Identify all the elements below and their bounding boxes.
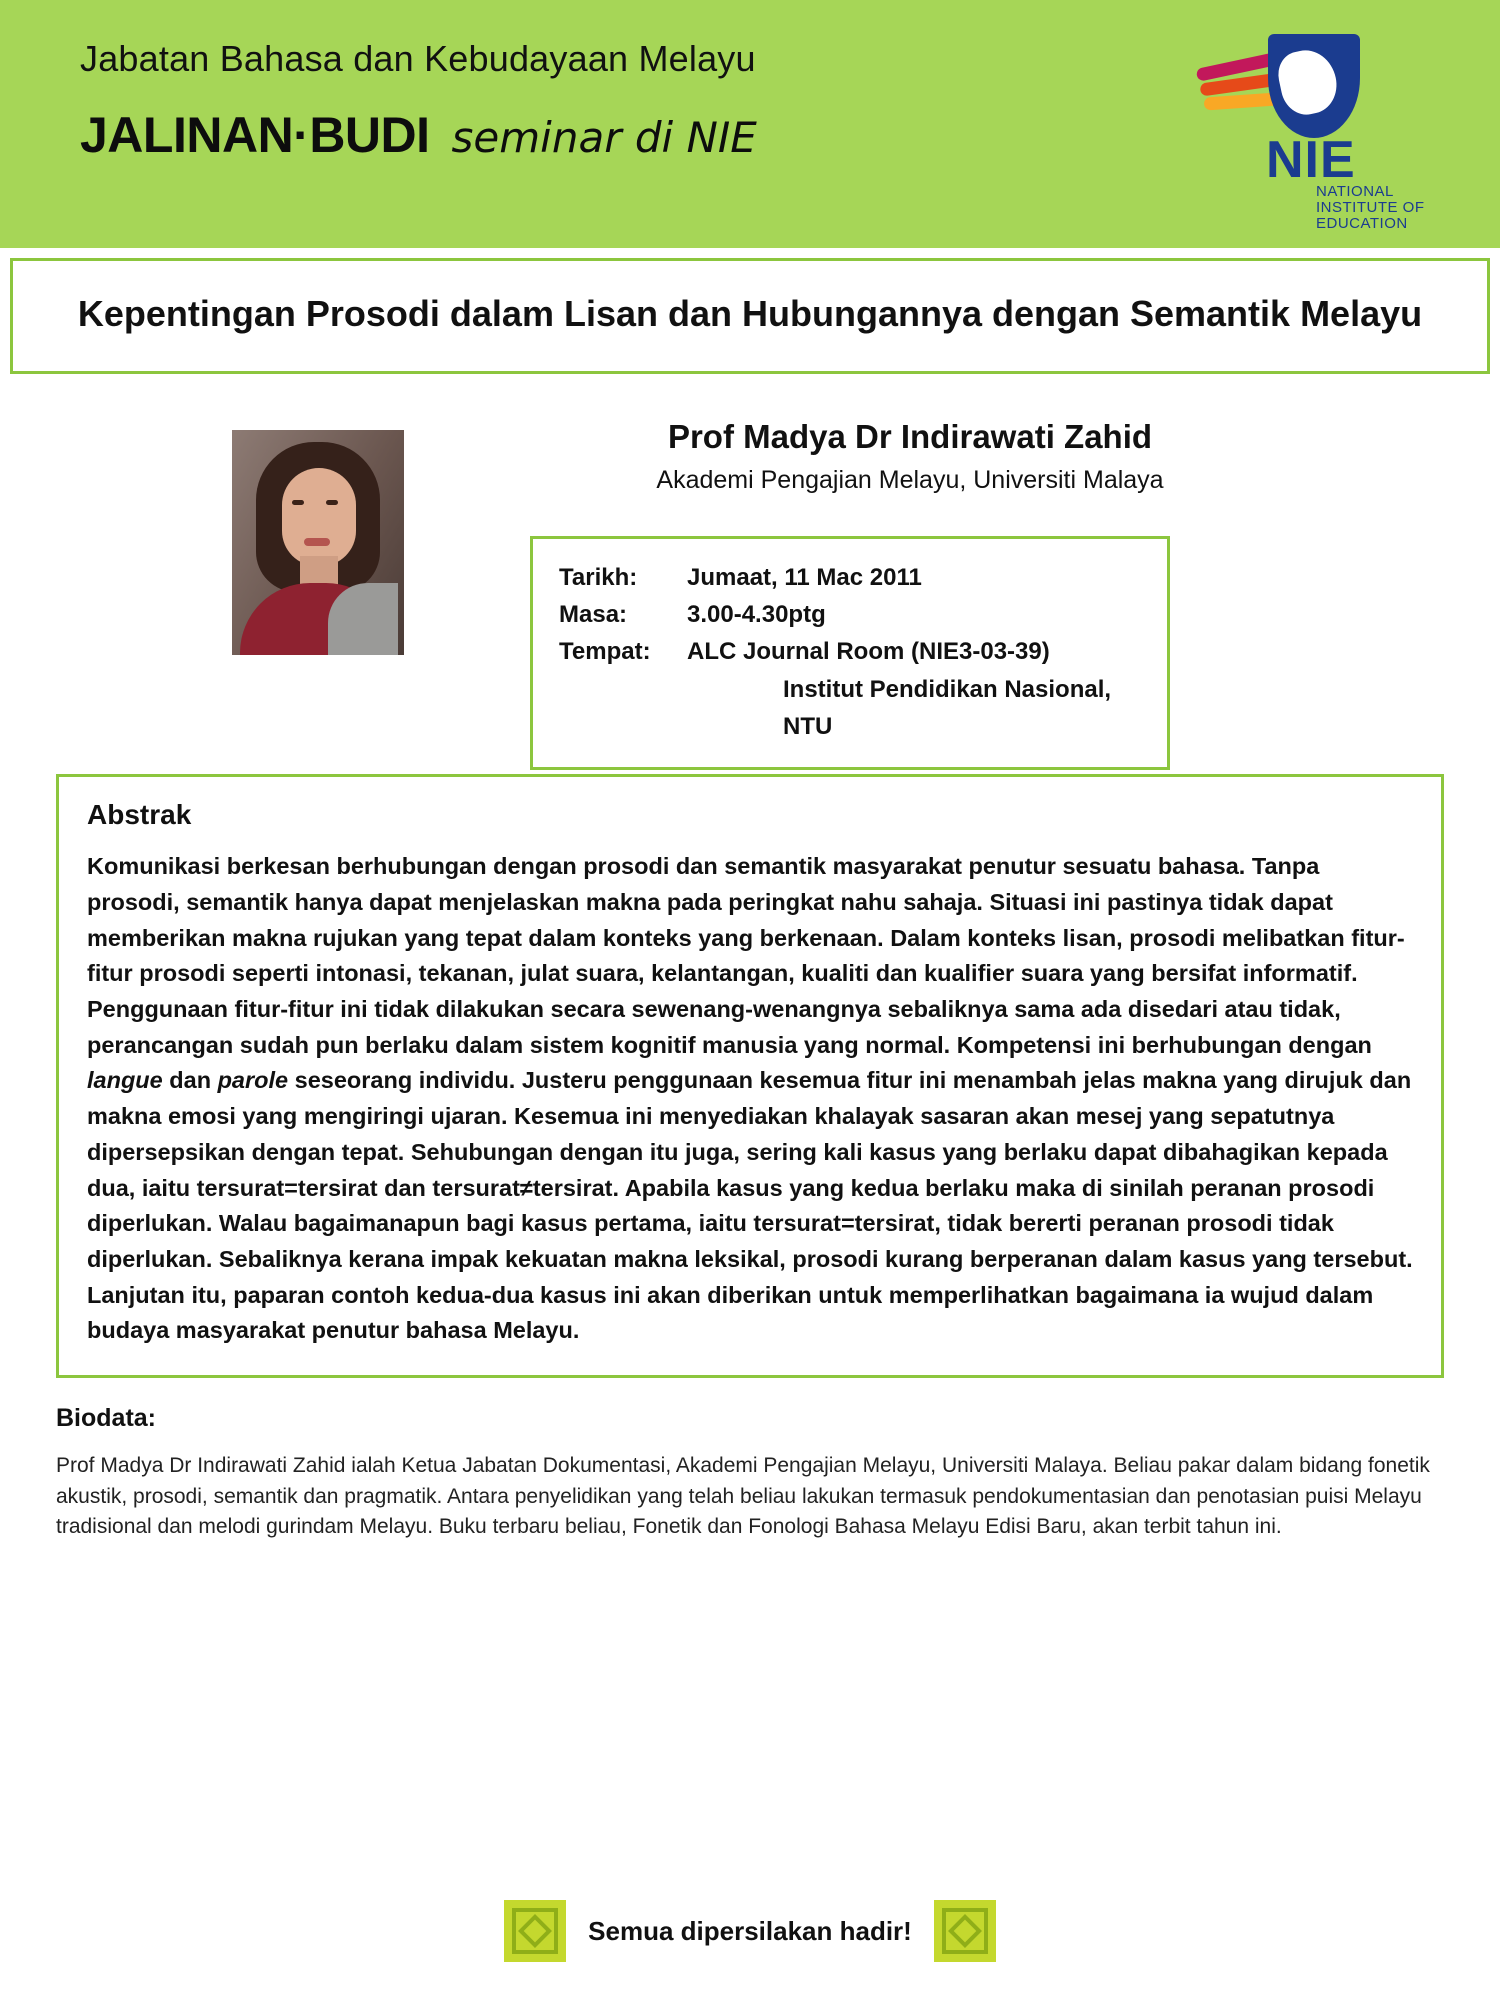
biodata-section xyxy=(56,1404,1444,1542)
logo-subtext: NATIONAL INSTITUTE OF EDUCATION xyxy=(1316,183,1425,232)
detail-row-date xyxy=(559,559,1141,596)
seminar-title-box xyxy=(10,258,1490,374)
event-details-box xyxy=(530,536,1170,770)
department-name: Jabatan Bahasa dan Kebudayaan Melayu xyxy=(80,38,756,79)
speaker-section xyxy=(0,418,1500,748)
venue-value: ALC Journal Room (NIE3-03-39) xyxy=(687,638,1050,666)
detail-row-venue-2 xyxy=(559,671,1141,745)
abstract-part-2: seseorang individu. Justeru penggunaan kesemua fitur ini menambah jelas makna yang dirujuk dan makna emosi yang mengiringi ujaran. Kesemua ini menyediakan khalayak sasaran akan mesej yang sepatutnya dipersepsikan dengan tepat. Sehubungan dengan itu juga, sering kali kasus yang berlaku dapat dibahagikan kepada dua, iaitu tersurat=tersirat dan tersurat≠tersirat. Apabila kasus yang kedua berlaku maka di sinilah peranan prosodi diperlukan. Walau bagaimanapun bagi kasus pertama, iaitu tersurat=tersirat, tidak bererti peranan prosodi tidak diperlukan. Sebaliknya kerana impak kekuatan makna leksikal, prosodi kurang berperanan dalam kasus yang tersebut. Lanjutan itu, paparan contoh kedua-dua kasus ini akan diberikan untuk memperlihatkan bagaimana ia wujud dalam budaya masyarakat penutur bahasa Melayu. xyxy=(87,1067,1413,1344)
abstract-box xyxy=(56,774,1444,1378)
biodata-heading: Biodata: xyxy=(56,1404,156,1433)
nie-logo xyxy=(1188,34,1428,232)
brand-title: JALINAN·BUDI xyxy=(80,107,430,163)
date-label: Tarikh: xyxy=(559,564,638,592)
abstract-italic-langue: langue xyxy=(87,1067,163,1094)
date-value: Jumaat, 11 Mac 2011 xyxy=(687,564,922,592)
abstract-italic-parole: parole xyxy=(217,1067,289,1094)
venue-label: Tempat: xyxy=(559,638,651,666)
poster-header xyxy=(0,0,1500,248)
detail-row-time xyxy=(559,596,1141,633)
logo-shield-icon xyxy=(1268,34,1360,138)
brand-subtitle: seminar di NIE xyxy=(451,113,757,162)
photo-mouth xyxy=(304,538,330,546)
biodata-text: Prof Madya Dr Indirawati Zahid ialah Ketua Jabatan Dokumentasi, Akademi Pengajian Melayu, Universiti Malaya. Beliau pakar dalam bidang fonetik akustik, prosodi, semantik dan pragmatik. Antara penyelidikan yang telah beliau lakukan termasuk pendokumentasian dan penotasian puisi Melayu tradisional dan melodi gurindam Melayu. Buku terbaru beliau, Fonetik dan Fonologi Bahasa Melayu Edisi Baru, akan terbit tahun ini. xyxy=(56,1454,1430,1539)
abstract-body xyxy=(87,849,1413,1349)
logo-text: NIE xyxy=(1266,131,1356,189)
time-label: Masa: xyxy=(559,601,628,629)
logo-swoosh-yellow xyxy=(1204,92,1279,110)
footer-invitation-text: Semua dipersilakan hadir! xyxy=(588,1915,912,1946)
detail-row-venue xyxy=(559,633,1141,670)
abstract-part-1: Komunikasi berkesan berhubungan dengan prosodi dan semantik masyarakat penutur sesuatu bahasa. Tanpa prosodi, semantik hanya dapat menjelaskan makna pada peringkat nahu sahaja. Situasi ini pastinya tidak dapat memberikan makna rujukan yang tepat dalam konteks yang berkenaan. Dalam konteks lisan, prosodi melibatkan fitur-fitur prosodi seperti intonasi, tekanan, julat suara, kelantangan, kualiti dan kualifier suara yang bersifat informatif. Penggunaan fitur-fitur ini tidak dilakukan secara sewenang-wenangnya sebaliknya sama ada disedari atau tidak, perancangan sudah pun berlaku dalam sistem kognitif manusia yang normal. Kompetensi ini berhubungan dengan xyxy=(87,853,1405,1058)
speaker-affiliation: Akademi Pengajian Melayu, Universiti Malaya xyxy=(656,466,1164,495)
speaker-info xyxy=(440,418,1380,495)
abstract-mid-1: dan xyxy=(162,1067,218,1094)
venue-label-empty xyxy=(559,671,687,745)
speaker-photo xyxy=(232,430,404,655)
photo-eye-right xyxy=(326,500,338,505)
time-value: 3.00-4.30ptg xyxy=(687,601,826,629)
venue-value-2: Institut Pendidikan Nasional, NTU xyxy=(783,675,1112,740)
poster-footer xyxy=(0,1900,1500,1962)
photo-face xyxy=(282,468,356,566)
speaker-name: Prof Madya Dr Indirawati Zahid xyxy=(667,418,1153,456)
motif-icon-right xyxy=(934,1900,996,1962)
motif-icon-left xyxy=(504,1900,566,1962)
abstract-heading: Abstrak xyxy=(87,799,192,831)
photo-eye-left xyxy=(292,500,304,505)
seminar-title: Kepentingan Prosodi dalam Lisan dan Hubungannya dengan Semantik Melayu xyxy=(77,293,1423,334)
